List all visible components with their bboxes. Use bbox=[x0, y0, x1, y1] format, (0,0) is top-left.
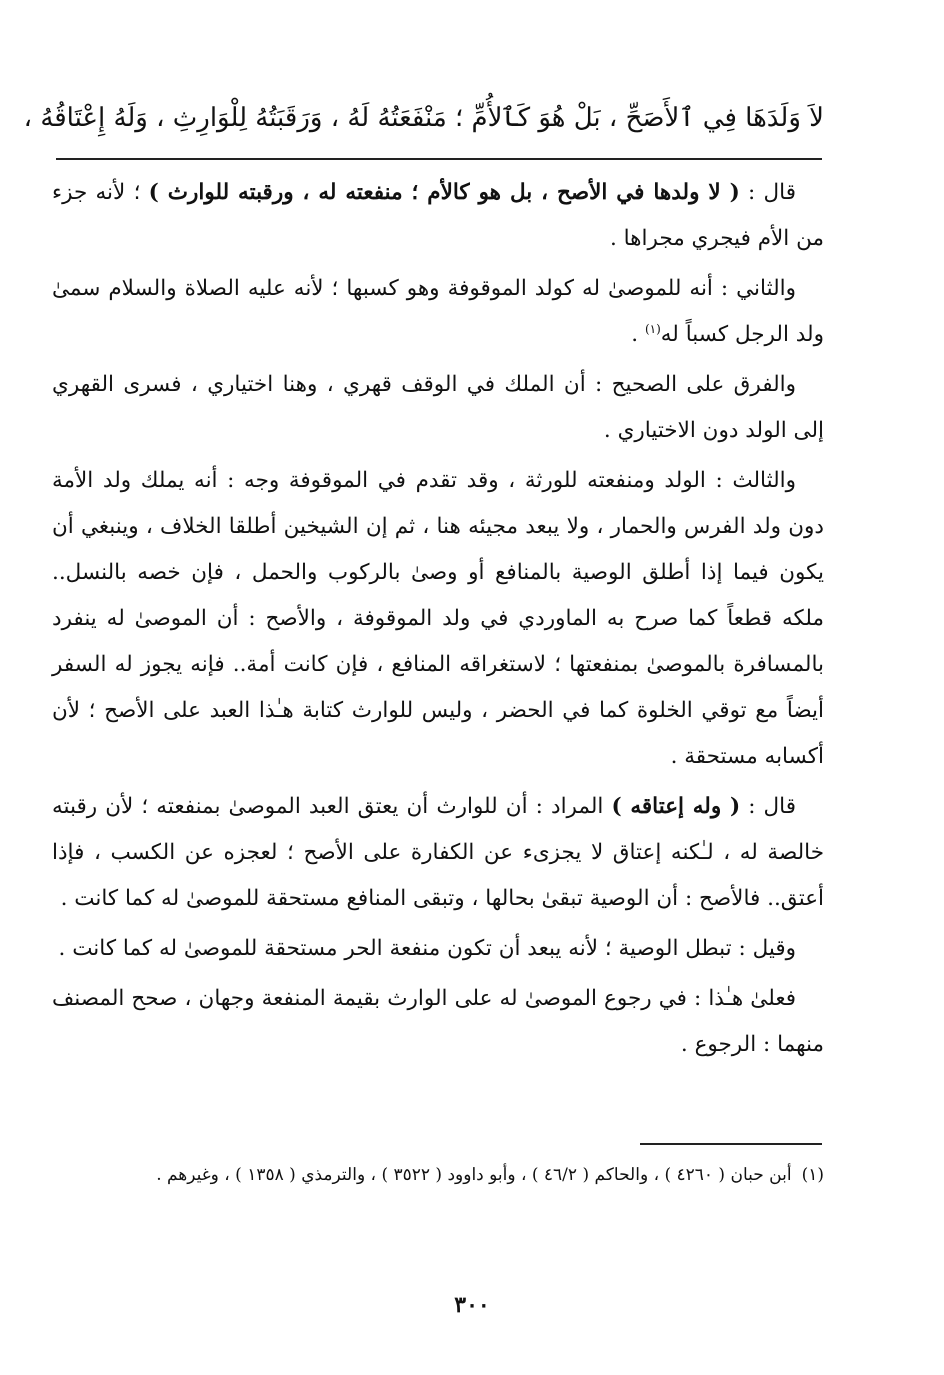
footnote-separator-rule bbox=[640, 1143, 822, 1145]
paragraph-5 bbox=[52, 784, 824, 922]
paragraph-3 bbox=[52, 362, 824, 454]
footnote bbox=[52, 1158, 824, 1192]
matn-separator-rule bbox=[56, 158, 822, 160]
paragraph-7 bbox=[52, 976, 824, 1068]
commentary-body bbox=[52, 170, 824, 1072]
paragraph-1 bbox=[52, 170, 824, 262]
matn-line: لاَ وَلَدَهَا فِي ٱلأَصَحِّ ، بَلْ هُوَ كَٱلأُمِّ ؛ مَنْفَعَتُهُ لَهُ ، وَرَقَبَتُهُ لِلْوَارِثِ ، وَلَهُ إِعْتَاقُهُ ، bbox=[23, 103, 824, 133]
paragraph-2-rest: . bbox=[631, 322, 645, 347]
paragraph-2-lead: والثاني : أنه للموصىٰ له كولد الموقوفة وهو كسبها ؛ لأنه عليه الصلاة والسلام سمىٰ ولد الرجل كسباً له bbox=[52, 276, 824, 347]
paragraph-2 bbox=[52, 266, 824, 358]
paragraph-3-text: والفرق على الصحيح : أن الملك في الوقف قهري ، وهنا اختياري ، فسرى القهري إلى الولد دون الاختياري . bbox=[52, 372, 824, 443]
paragraph-5-rest: المراد : أن للوارث أن يعتق العبد الموصىٰ بمنفعته ؛ لأن رقبته خالصة له ، لـٰكنه إعتاق لا يجزىء عن الكفارة على الأصح ؛ لعجزه عن الكسب ، فإذا أعتق.. فالأصح : أن الوصية تبقىٰ بحالها ، وتبقى المنافع مستحقة للموصىٰ له كما كانت . bbox=[52, 794, 824, 911]
page-number: ٣٠٠ bbox=[454, 1292, 490, 1318]
footnote-reference[interactable]: (١) bbox=[644, 321, 661, 336]
paragraph-7-text: فعلىٰ هـٰذا : في رجوع الموصىٰ له على الوارث بقيمة المنفعة وجهان ، صحح المصنف منهما : الرجوع . bbox=[52, 986, 824, 1057]
footnote-text: أبن حبان ( ٤٢٦٠ ) ، والحاكم ( ٤٦/٢ ) ، وأبو داوود ( ٣٥٢٢ ) ، والترمذي ( ١٣٥٨ ) ، وغيرهم . bbox=[156, 1165, 792, 1185]
footnote-mark: (١) bbox=[801, 1165, 824, 1185]
paragraph-1-rest: ؛ لأنه جزء من الأم فيجري مجراها . bbox=[52, 180, 824, 251]
paragraph-5-quote: ( وله إعتاقه ) bbox=[611, 794, 741, 819]
paragraph-4 bbox=[52, 458, 824, 780]
paragraph-1-lead: قال : bbox=[739, 180, 796, 205]
paragraph-6-text: وقيل : تبطل الوصية ؛ لأنه يبعد أن تكون منفعة الحر مستحقة للموصىٰ له كما كانت . bbox=[58, 936, 796, 961]
paragraph-5-lead: قال : bbox=[740, 794, 796, 819]
paragraph-6 bbox=[52, 926, 824, 972]
paragraph-4-text: والثالث : الولد ومنفعته للورثة ، وقد تقدم في الموقوفة وجه : أنه يملك ولد الأمة دون ولد الفرس والحمار ، ولا يبعد مجيئه هنا ، ثم إن الشيخين أطلقا الخلاف ، وينبغي أن يكون فيما إذا أطلق الوصية بالمنافع أو وصىٰ بالركوب والحمل ، فإن خصه بالنسل.. ملكه قطعاً كما صرح به الماوردي في ولد الموقوفة ، والأصح : أن الموصىٰ له ينفرد بالمسافرة بالموصىٰ بمنفعتها ؛ لاستغراقه المنافع ، فإن كانت أمة.. فإنه يجوز له السفر أيضاً مع توقي الخلوة كما في الحضر ، وليس للوارث كتابة هـٰذا العبد على الأصح ؛ لأن أكسابه مستحقة . bbox=[52, 468, 824, 769]
paragraph-1-quote: ( لا ولدها في الأصح ، بل هو كالأم ؛ منفعته له ، ورقبته للوارث ) bbox=[148, 180, 740, 205]
